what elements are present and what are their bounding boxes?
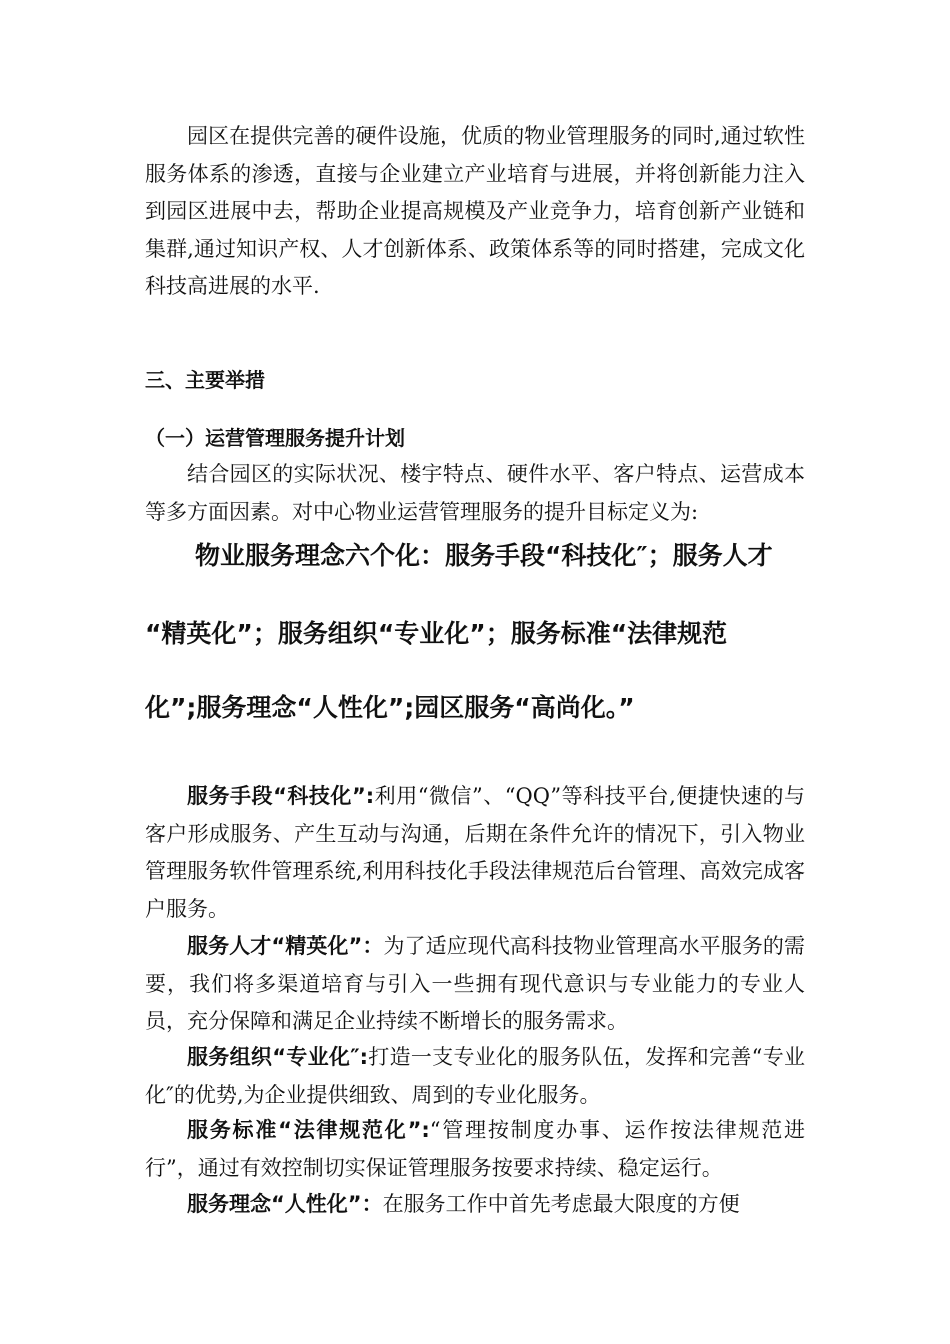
subsection-intro: 结合园区的实际状况、楼宇特点、硬件水平、客户特点、运营成本等多方面因素。对中心物业运营管理服务的提升目标定义为: [145,462,805,524]
item-organization [145,1039,805,1114]
item-humanized [145,1186,805,1224]
item-tech [145,778,805,928]
item-talent [145,928,805,1041]
subsection-heading: （一）运营管理服务提升计划 [145,426,405,450]
item-humanized-text: 在服务工作中首先考虑最大限度的方便 [382,1192,740,1216]
item-tech-text: 利用“微信”、“QQ”等科技平台,便捷快速的与客户形成服务、产生互动与沟通，后期在条件允许的情况下，引入物业管理服务软件管理系统,利用科技化手段法律规范后台管理、高效完成客户服务。 [145,784,805,921]
item-standard [145,1112,805,1187]
item-standard-lead: 服务标准“法律规范化”: [187,1118,430,1142]
item-organization-lead: 服务组织“专业化″: [187,1045,368,1069]
item-talent-lead: 服务人才“精英化”： [187,934,384,958]
item-organization-text: 打造一支专业化的服务队伍，发挥和完善“专业化″的优势,为企业提供细致、周到的专业化服务。 [145,1045,805,1107]
intro-paragraph: 园区在提供完善的硬件设施，优质的物业管理服务的同时,通过软性服务体系的渗透，直接与企业建立产业培育与进展，并将创新能力注入到园区进展中去，帮助企业提高规模及产业竞争力，培育创新产业链和集群,通过知识产权、人才创新体系、政策体系等的同时搭建，完成文化科技高进展的水平. [145,124,805,298]
highlight-line-2: “精英化”；服务组织“专业化”；服务标准“法律规范 [145,619,728,648]
item-standard-text: “管理按制度办事、运作按法律规范进行”，通过有效控制切实保证管理服务按要求持续、稳定运行。 [145,1118,805,1180]
item-talent-text: 为了适应现代高科技物业管理高水平服务的需要，我们将多渠道培育与引入一些拥有现代意识与专业能力的专业人员，充分保障和满足企业持续不断增长的服务需求。 [145,934,806,1033]
item-tech-lead: 服务手段“科技化”: [187,784,375,808]
section-heading: 三、主要举措 [145,368,265,392]
highlight-line-1: 物业服务理念六个化：服务手段“科技化″；服务人才 [195,541,773,570]
highlight-line-3: 化”;服务理念“人性化”;园区服务“高尚化。” [145,693,635,722]
item-humanized-lead: 服务理念“人性化”： [187,1192,383,1216]
